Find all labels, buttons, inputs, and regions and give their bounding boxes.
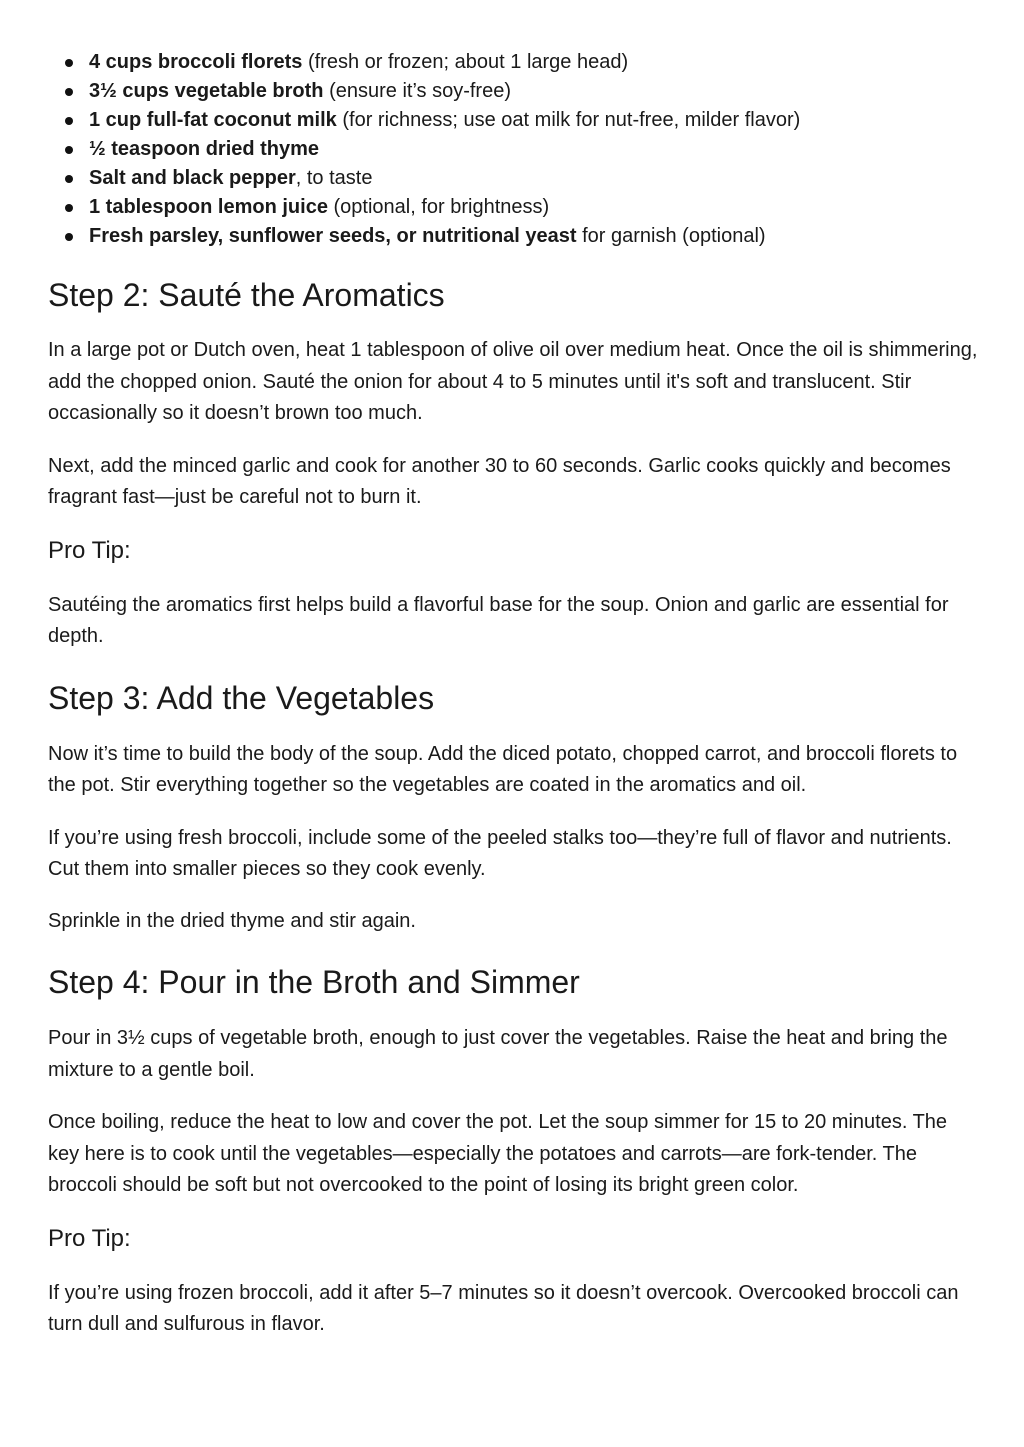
ingredient-item <box>48 77 978 106</box>
bullet-icon <box>65 88 73 96</box>
ingredient-note: for garnish (optional) <box>576 225 766 247</box>
step-3-heading: Step 3: Add the Vegetables <box>48 679 435 716</box>
step-2-paragraph: In a large pot or Dutch oven, heat 1 tablespoon of olive oil over medium heat. Once the oil is shimmering, add the chopped onion. Sauté the onion for about 4 to 5 minutes until it's soft and translucent. Stir occasionally so it doesn’t brown too much. <box>48 339 978 424</box>
ingredient-name: 3½ cups vegetable broth <box>89 80 324 102</box>
step-3-paragraph: Now it’s time to build the body of the soup. Add the diced potato, chopped carrot, and broccoli florets to the pot. Stir everything together so the vegetables are coated in the aromatics and oil. <box>48 742 958 796</box>
ingredient-name: 1 cup full-fat coconut milk <box>89 109 337 131</box>
ingredient-note: (fresh or frozen; about 1 large head) <box>302 51 629 73</box>
ingredient-name: Salt and black pepper <box>89 167 296 189</box>
ingredient-name: ½ teaspoon dried thyme <box>89 138 320 160</box>
pro-tip-text: Sautéing the aromatics first helps build a flavorful base for the soup. Onion and garlic are essential for depth. <box>48 593 949 647</box>
pro-tip-heading: Pro Tip: <box>48 536 131 564</box>
bullet-icon <box>65 59 73 67</box>
bullet-icon <box>65 117 73 125</box>
ingredient-item <box>48 193 978 222</box>
step-4-paragraph: Once boiling, reduce the heat to low and cover the pot. Let the soup simmer for 15 to 20 minutes. The key here is to cook until the vegetables—especially the potatoes and carrots—are fork-tender. The broccoli should be soft but not overcooked to the point of losing its bright green color. <box>48 1111 948 1196</box>
bullet-icon <box>65 146 73 154</box>
ingredient-item <box>48 135 978 164</box>
bullet-icon <box>65 204 73 212</box>
step-3-paragraph: If you’re using fresh broccoli, include some of the peeled stalks too—they’re full of flavor and nutrients. Cut them into smaller pieces so they cook evenly. <box>48 826 952 880</box>
ingredient-name: 1 tablespoon lemon juice <box>89 196 328 218</box>
bullet-icon <box>65 175 73 183</box>
pro-tip-text: If you’re using frozen broccoli, add it after 5–7 minutes so it doesn’t overcook. Overcooked broccoli can turn dull and sulfurous in flavor. <box>48 1281 959 1335</box>
ingredient-note: (optional, for brightness) <box>327 196 550 218</box>
ingredient-item <box>48 222 978 251</box>
bullet-icon <box>65 233 73 241</box>
ingredient-item <box>48 164 978 193</box>
step-3-paragraph: Sprinkle in the dried thyme and stir again. <box>48 909 416 932</box>
ingredient-name: 4 cups broccoli florets <box>89 51 303 73</box>
step-2-heading: Step 2: Sauté the Aromatics <box>48 277 445 313</box>
recipe-document <box>48 0 978 1341</box>
ingredient-note: (for richness; use oat milk for nut-free, milder flavor) <box>336 109 801 131</box>
pro-tip-heading: Pro Tip: <box>48 1224 131 1252</box>
step-4-paragraph: Pour in 3½ cups of vegetable broth, enough to just cover the vegetables. Raise the heat and bring the mixture to a gentle boil. <box>48 1027 948 1081</box>
ingredient-note: , to taste <box>295 167 373 189</box>
ingredient-item <box>48 106 978 135</box>
step-2-paragraph: Next, add the minced garlic and cook for another 30 to 60 seconds. Garlic cooks quickly and becomes fragrant fast—just be careful not to burn it. <box>48 454 951 508</box>
step-4-heading: Step 4: Pour in the Broth and Simmer <box>48 964 580 1000</box>
ingredient-item <box>48 48 978 77</box>
ingredient-name: Fresh parsley, sunflower seeds, or nutritional yeast <box>89 225 577 247</box>
ingredient-list <box>48 48 978 251</box>
ingredient-note: (ensure it’s soy-free) <box>323 80 511 102</box>
